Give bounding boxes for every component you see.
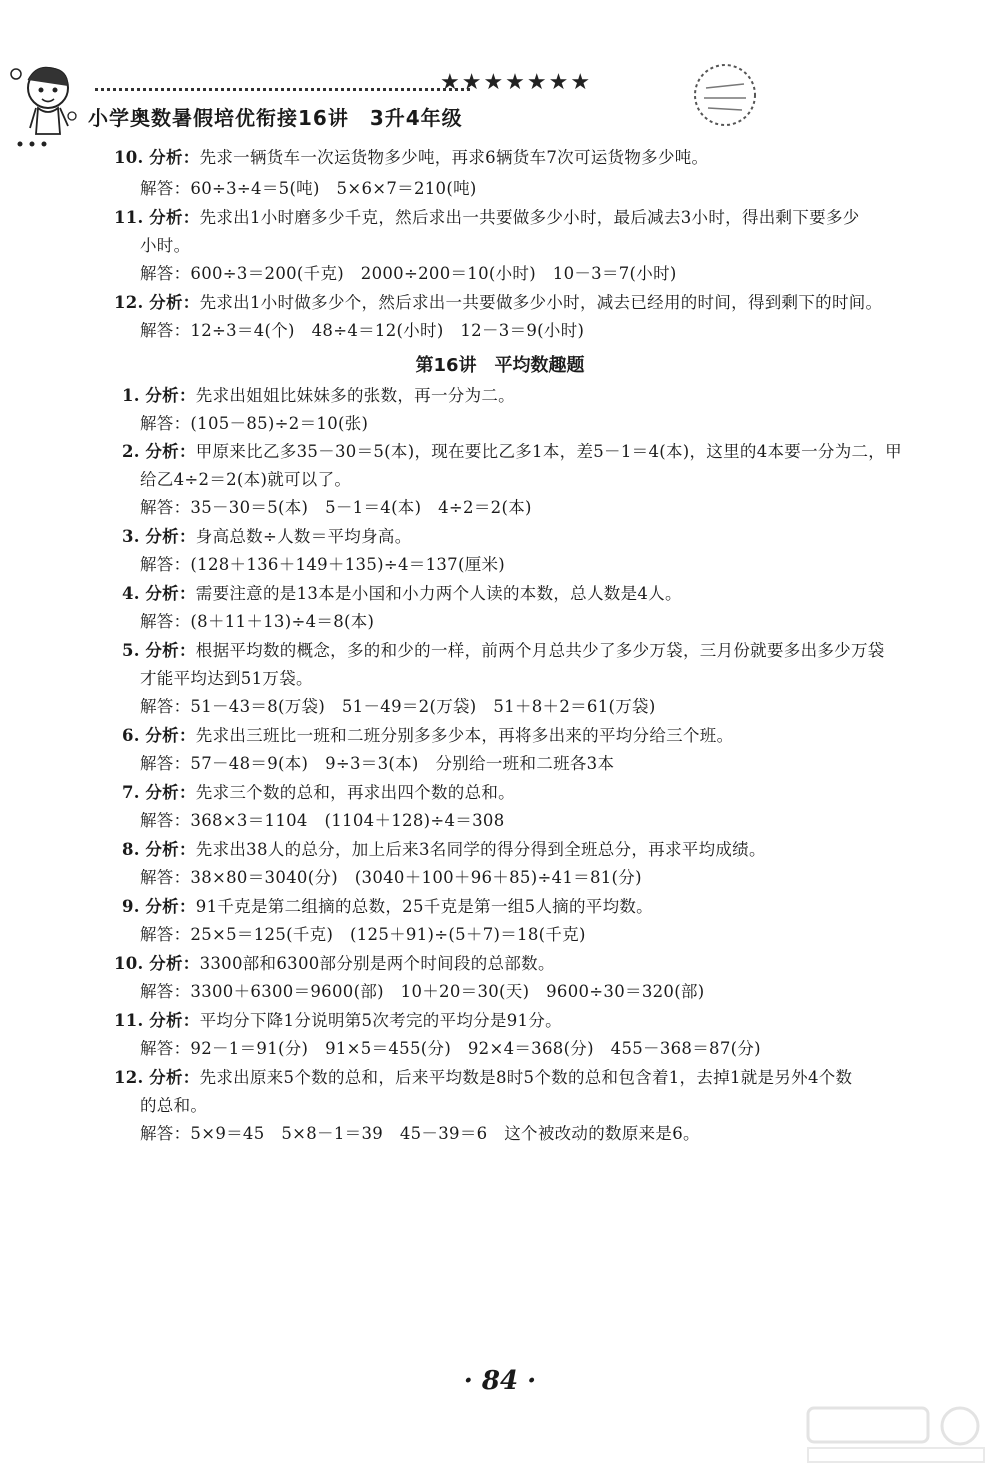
page-number: · 84 ·: [463, 1366, 537, 1396]
header-stars: ★★★★★★★: [440, 70, 593, 95]
prev-item-11-analysis-cont: 小时。: [140, 236, 191, 255]
item-answer: 解答：51－43＝8(万袋) 51－49＝2(万袋) 51＋8＋2＝61(万袋): [140, 697, 656, 716]
item-answer: 解答：(8＋11＋13)÷4＝8(本): [140, 612, 375, 631]
item-analysis: 8. 分析：先求出38人的总分，加上后来3名同学的得分得到全班总分，再求平均成绩。: [122, 840, 766, 859]
item-analysis: 3. 分析：身高总数÷人数＝平均身高。: [122, 527, 412, 546]
prev-item-12-analysis: 12. 分析：先求出1小时做多少个，然后求出一共要做多少小时，减去已经用的时间，得到剩下的时间。: [114, 293, 883, 312]
item-analysis: 4. 分析：需要注意的是13本是小国和小力两个人读的本数，总人数是4人。: [122, 584, 682, 603]
mascot-illustration: [8, 58, 90, 148]
prev-item-10-answer: 解答：60÷3÷4＝5(吨) 5×6×7＝210(吨): [140, 179, 477, 198]
item-analysis: 7. 分析：先求三个数的总和，再求出四个数的总和。: [122, 783, 515, 802]
prev-item-11-answer: 解答：600÷3＝200(千克) 2000÷200＝10(小时) 10－3＝7(小时): [140, 264, 677, 283]
item-analysis: 12. 分析：先求出原来5个数的总和，后来平均数是8时5个数的总和包含着1，去掉1就是另外4个数: [114, 1068, 853, 1087]
item-analysis: 9. 分析：91千克是第二组摘的总数，25千克是第一组5人摘的平均数。: [122, 897, 653, 916]
item-answer: 解答：57－48＝9(本) 9÷3＝3(本) 分别给一班和二班各3本: [140, 754, 615, 773]
stamp-mark: [688, 58, 762, 132]
item-analysis-cont: 的总和。: [140, 1096, 208, 1115]
item-analysis: 5. 分析：根据平均数的概念，多的和少的一样，前两个月总共少了多少万袋，三月份就要多出多少万袋: [122, 641, 885, 660]
item-answer: 解答：3300＋6300＝9600(部) 10＋20＝30(天) 9600÷30＝320(部): [140, 982, 705, 1001]
item-answer: 解答：368×3＝1104 (1104＋128)÷4＝308: [140, 811, 505, 830]
item-analysis: 2. 分析：甲原来比乙多35－30＝5(本)，现在要比乙多1本，差5－1＝4(本)，这里的4本要一分为二，甲: [122, 442, 902, 461]
item-answer: 解答：25×5＝125(千克) (125＋91)÷(5＋7)＝18(千克): [140, 925, 586, 944]
item-analysis: 10. 分析：3300部和6300部分别是两个时间段的总部数。: [114, 954, 555, 973]
bottom-watermark: [148, 1299, 170, 1351]
prev-item-10-analysis: 10. 分析：先求一辆货车一次运货物多少吨，再求6辆货车7次可运货物多少吨。: [114, 148, 709, 167]
header-dotted-rule: [95, 88, 470, 91]
item-analysis-cont: 给乙4÷2＝2(本)就可以了。: [140, 470, 352, 489]
prev-item-12-answer: 解答：12÷3＝4(个) 48÷4＝12(小时) 12－3＝9(小时): [140, 321, 585, 340]
item-answer: 解答：(105－85)÷2＝10(张): [140, 414, 369, 433]
item-answer: 解答：92－1＝91(分) 91×5＝455(分) 92×4＝368(分) 455－368＝87(分): [140, 1039, 761, 1058]
item-answer: 解答：5×9＝45 5×8－1＝39 45－39＝6 这个被改动的数原来是6。: [140, 1124, 700, 1143]
item-analysis: 6. 分析：先求出三班比一班和二班分别多多少本，再将多出来的平均分给三个班。: [122, 726, 734, 745]
page-header: [0, 0, 1000, 150]
site-watermark-logo: [800, 1400, 990, 1466]
item-analysis-cont: 才能平均达到51万袋。: [140, 669, 313, 688]
item-analysis: 1. 分析：先求出姐姐比妹妹多的张数，再一分为二。: [122, 386, 515, 405]
item-answer: 解答：38×80＝3040(分) (3040＋100＋96＋85)÷41＝81(分): [140, 868, 642, 887]
section-title: 第16讲 平均数趣题: [415, 355, 585, 376]
book-title: 小学奥数暑假培优衔接16讲 3升4年级: [88, 106, 463, 130]
prev-item-11-analysis: 11. 分析：先求出1小时磨多少千克，然后求出一共要做多少小时，最后减去3小时，得出剩下要多少: [114, 208, 860, 227]
item-answer: 解答：(128＋136＋149＋135)÷4＝137(厘米): [140, 555, 506, 574]
item-analysis: 11. 分析：平均分下降1分说明第5次考完的平均分是91分。: [114, 1011, 562, 1030]
item-answer: 解答：35－30＝5(本) 5－1＝4(本) 4÷2＝2(本): [140, 498, 532, 517]
